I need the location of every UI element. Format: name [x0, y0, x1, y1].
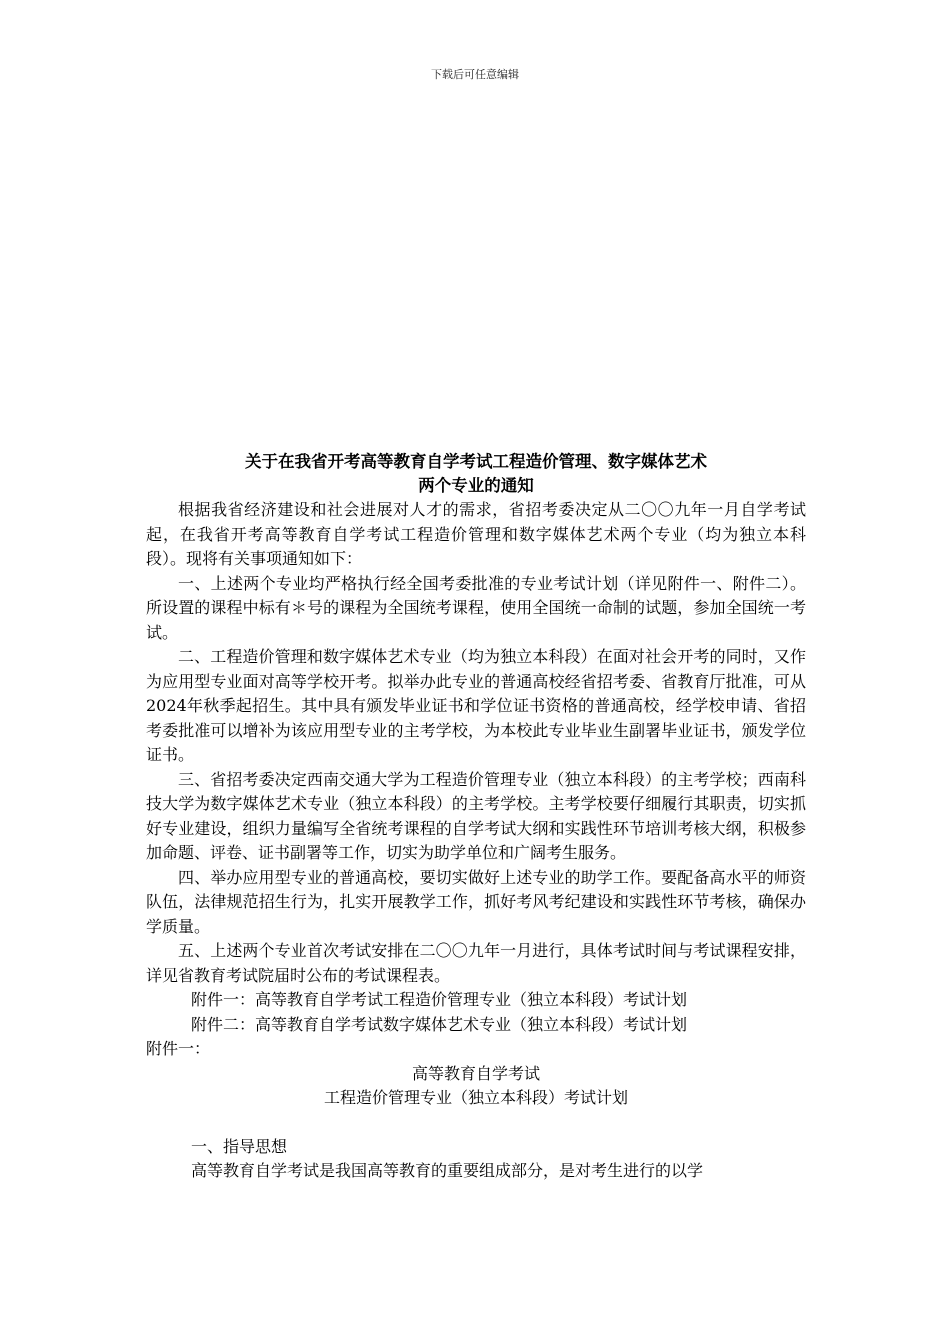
notice-paragraph: 三、省招考委决定西南交通大学为工程造价管理专业（独立本科段）的主考学校；西南科技大学为数字媒体艺术专业（独立本科段）的主考学校。主考学校要仔细履行其职责，切实抓好专业建设，组织力量编写全省统考课程的自学考试大纲和实践性环节培训考核大纲，积极参加命题、评卷、证书副署等工作，切实为助学单位和广阔考生服务。 [146, 769, 806, 862]
attachment-line: 附件二：高等教育自学考试数字媒体艺术专业（独立本科段）考试计划 [191, 1014, 688, 1034]
section-paragraph: 高等教育自学考试是我国高等教育的重要组成部分，是对考生进行的以学 [191, 1161, 704, 1180]
notice-paragraph: 五、上述两个专业首次考试安排在二〇〇九年一月进行，具体考试时间与考试课程安排，详见省教育考试院届时公布的考试课程表。 [146, 941, 806, 985]
notice-paragraph: 二、工程造价管理和数字媒体艺术专业（均为独立本科段）在面对社会开考的同时，又作为应用型专业面对高等学校开考。拟举办此专业的普通高校经省招考委、省教育厅批准，可从2024年秋季起招生。其中具有颁发毕业证书和学位证书资格的普通高校，经学校申请、省招考委批准可以增补为该应用型专业的主考学校，为本校此专业毕业生副署毕业证书，颁发学位证书。 [146, 647, 806, 764]
section-heading: 一、指导思想 [191, 1136, 288, 1156]
notice-title-line2: 两个专业的通知 [418, 476, 534, 495]
notice-paragraph: 根据我省经济建设和社会进展对人才的需求，省招考委决定从二〇〇九年一月自学考试起，在我省开考高等教育自学考试工程造价管理和数字媒体艺术两个专业（均为独立本科段）。现将有关事项通知如下： [146, 500, 806, 568]
header-note: 下载后可任意编辑 [431, 68, 519, 81]
attachment-line: 附件一：高等教育自学考试工程造价管理专业（独立本科段）考试计划 [191, 990, 688, 1009]
notice-title-line1: 关于在我省开考高等教育自学考试工程造价管理、数字媒体艺术 [245, 452, 707, 471]
attachment-label: 附件一： [146, 1039, 211, 1058]
notice-paragraph: 四、举办应用型专业的普通高校，要切实做好上述专业的助学工作。要配备高水平的师资队伍，法律规范招生行为，扎实开展教学工作，抓好考风考纪建设和实践性环节考核，确保办学质量。 [146, 867, 806, 936]
plan-title-line2: 工程造价管理专业（独立本科段）考试计划 [323, 1088, 628, 1107]
blank-line [146, 1111, 806, 1135]
document-body [146, 450, 806, 1184]
notice-paragraph: 一、上述两个专业均严格执行经全国考委批准的专业考试计划（详见附件一、附件二）。所设置的课程中标有＊号的课程为全国统考课程，使用全国统一命制的试题，参加全国统一考试。 [146, 573, 806, 642]
plan-title-line1: 高等教育自学考试 [411, 1063, 540, 1083]
